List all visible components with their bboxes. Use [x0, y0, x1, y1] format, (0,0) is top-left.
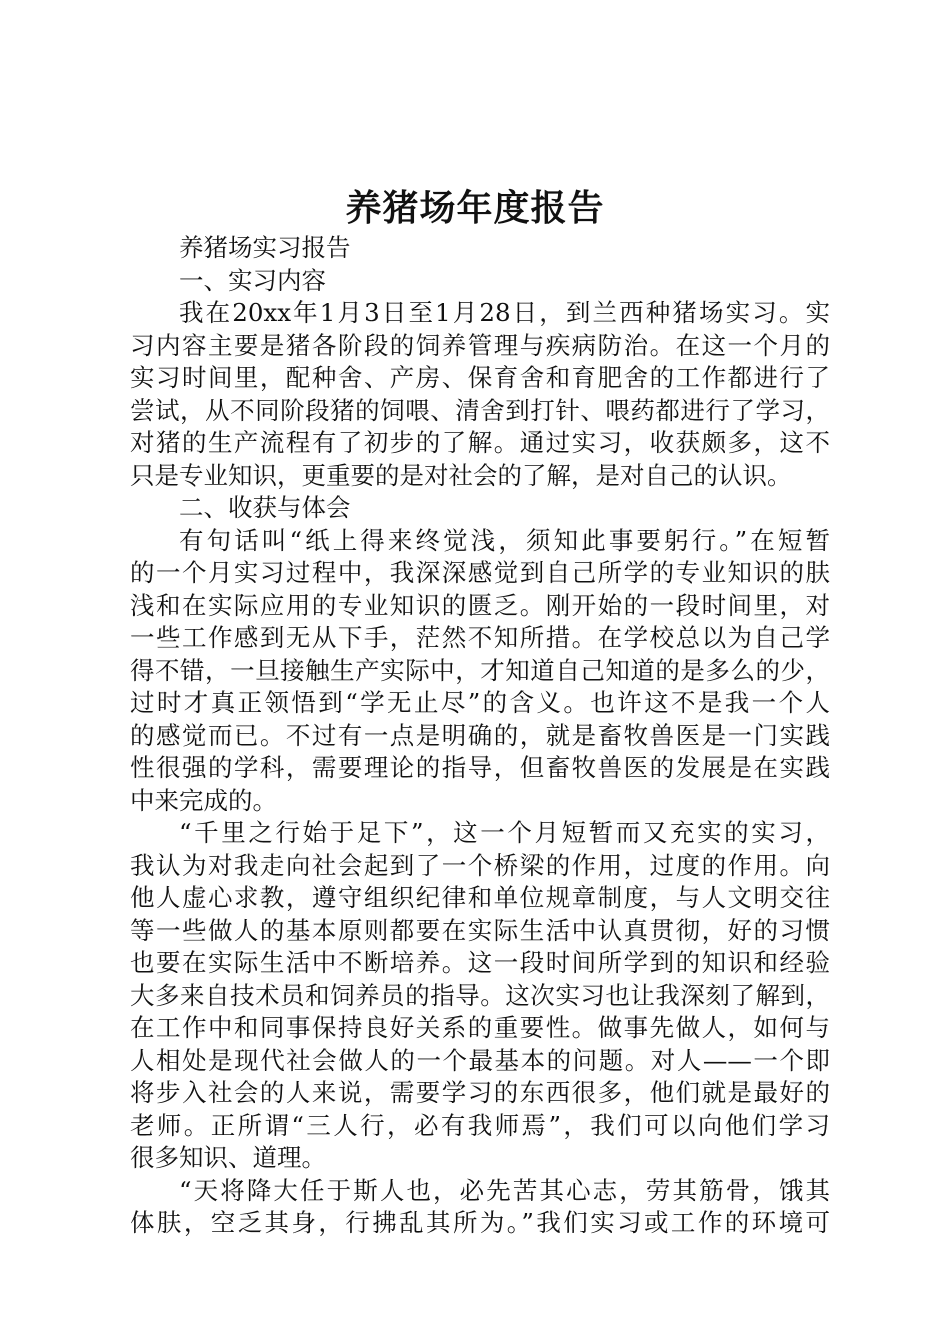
text-line: 实习时间里，配种舍、产房、保育舍和育肥舍的工作都进行了 [130, 363, 830, 392]
text-line: 人相处是现代社会做人的一个最基本的问题。对人——一个即 [130, 1045, 830, 1075]
document-title: 养猪场年度报告 [345, 187, 605, 229]
text-line: 的一个月实习过程中，我深深感觉到自己所学的专业知识的肤 [130, 558, 830, 587]
text-line: 等一些做人的基本原则都要在实际生活中认真贯彻，好的习惯 [130, 915, 830, 945]
text-line: 有句话叫“纸上得来终觉浅，须知此事要躬行。”在短暂 [179, 525, 830, 555]
text-line: 只是专业知识，更重要的是对社会的了解，是对自己的认识。 [130, 460, 792, 490]
text-line: 过时才真正领悟到“学无止尽”的含义。也许这不是我一个人 [130, 688, 830, 717]
text-line: 性很强的学科，需要理论的指导，但畜牧兽医的发展是在实践 [130, 753, 830, 782]
text-line: 中来完成的。 [130, 785, 277, 815]
document-body [130, 232, 830, 1240]
text-line: 也要在实际生活中不断培养。这一段时间所学到的知识和经验 [130, 948, 830, 977]
text-line: 养猪场实习报告 [179, 233, 351, 262]
text-line: “千里之行始于足下”，这一个月短暂而又充实的实习， [179, 818, 830, 847]
text-line: 习内容主要是猪各阶段的饲养管理与疾病防治。在这一个月的 [130, 330, 830, 360]
text-line: 一些工作感到无从下手，茫然不知所措。在学校总以为自己学 [130, 623, 830, 652]
text-line: 老师。正所谓“三人行，必有我师焉”，我们可以向他们学习 [130, 1110, 830, 1140]
text-line: 的感觉而已。不过有一点是明确的，就是畜牧兽医是一门实践 [130, 720, 830, 750]
text-line: 大多来自技术员和饲养员的指导。这次实习也让我深刻了解到， [130, 980, 830, 1010]
text-line: 二、收获与体会 [179, 493, 351, 522]
text-line: 一、实习内容 [179, 265, 326, 295]
text-line: 我认为对我走向社会起到了一个桥梁的作用，过度的作用。向 [130, 850, 830, 880]
text-line: 尝试，从不同阶段猪的饲喂、清舍到打针、喂药都进行了学习， [130, 395, 830, 425]
text-line: “天将降大任于斯人也，必先苦其心志，劳其筋骨，饿其 [179, 1175, 830, 1205]
text-line: 他人虚心求教，遵守组织纪律和单位规章制度，与人文明交往 [130, 883, 830, 912]
text-line: 浅和在实际应用的专业知识的匮乏。刚开始的一段时间里，对 [130, 590, 830, 620]
text-line: 得不错，一旦接触生产实际中，才知道自己知道的是多么的少， [130, 655, 830, 685]
text-line: 将步入社会的人来说，需要学习的东西很多，他们就是最好的 [130, 1078, 830, 1107]
text-line: 体肤，空乏其身，行拂乱其所为。”我们实习或工作的环境可 [130, 1208, 830, 1237]
text-line: 在工作中和同事保持良好关系的重要性。做事先做人，如何与 [130, 1013, 830, 1042]
text-line: 对猪的生产流程有了初步的了解。通过实习，收获颇多，这不 [130, 428, 830, 457]
text-line: 我在20xx年1月3日至1月28日，到兰西种猪场实习。实 [179, 298, 830, 327]
text-line: 很多知识、道理。 [130, 1143, 326, 1172]
